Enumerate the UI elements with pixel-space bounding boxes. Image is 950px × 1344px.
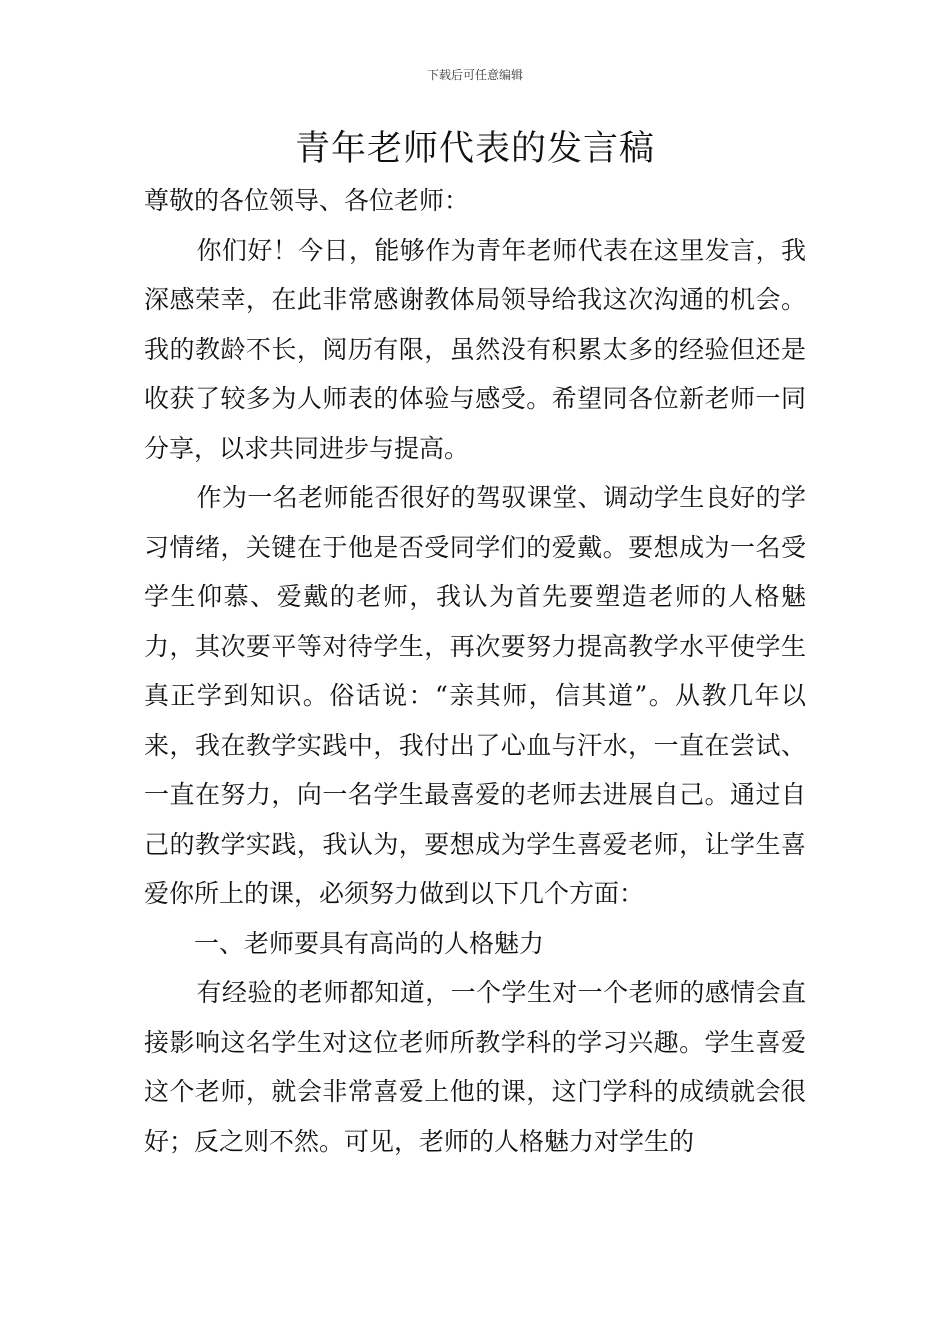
paragraph-greeting: 你们好！今日，能够作为青年老师代表在这里发言，我深感荣幸，在此非常感谢教体局领导给我这次沟通的机会。我的教龄不长，阅历有限，虽然没有积累太多的经验但还是收获了较多为人师表的体验与感受。希望同各位新老师一同分享，以求共同进步与提高。	[144, 235, 806, 463]
section-heading: 一、老师要具有高尚的人格魅力	[194, 928, 545, 958]
salutation: 尊敬的各位领导、各位老师：	[144, 186, 470, 215]
document-title: 青年老师代表的发言稿	[294, 129, 655, 169]
paragraph-teaching-approach: 作为一名老师能否很好的驾驭课堂、调动学生良好的学习情绪，关键在于他是否受同学们的爱戴。要想成为一名受学生仰慕、爱戴的老师，我认为首先要塑造老师的人格魅力，其次要平等对待学生，再次要努力提高教学水平使学生真正学到知识。俗话说：“亲其师，信其道”。从教几年以来，我在教学实践中，我付出了心血与汗水，一直在尝试、一直在努力，向一名学生最喜爱的老师去进展自己。通过自己的教学实践，我认为，要想成为学生喜爱老师，让学生喜爱你所上的课，必须努力做到以下几个方面：	[144, 483, 806, 908]
paragraph-section-one: 有经验的老师都知道，一个学生对一个老师的感情会直接影响这名学生对这位老师所教学科的学习兴趣。学生喜爱这个老师，就会非常喜爱上他的课，这门学科的成绩就会很好；反之则不然。可见，老师的人格魅力对学生的	[144, 978, 806, 1156]
document-body	[144, 176, 806, 1166]
header-note: 下载后可任意编辑	[426, 68, 523, 82]
